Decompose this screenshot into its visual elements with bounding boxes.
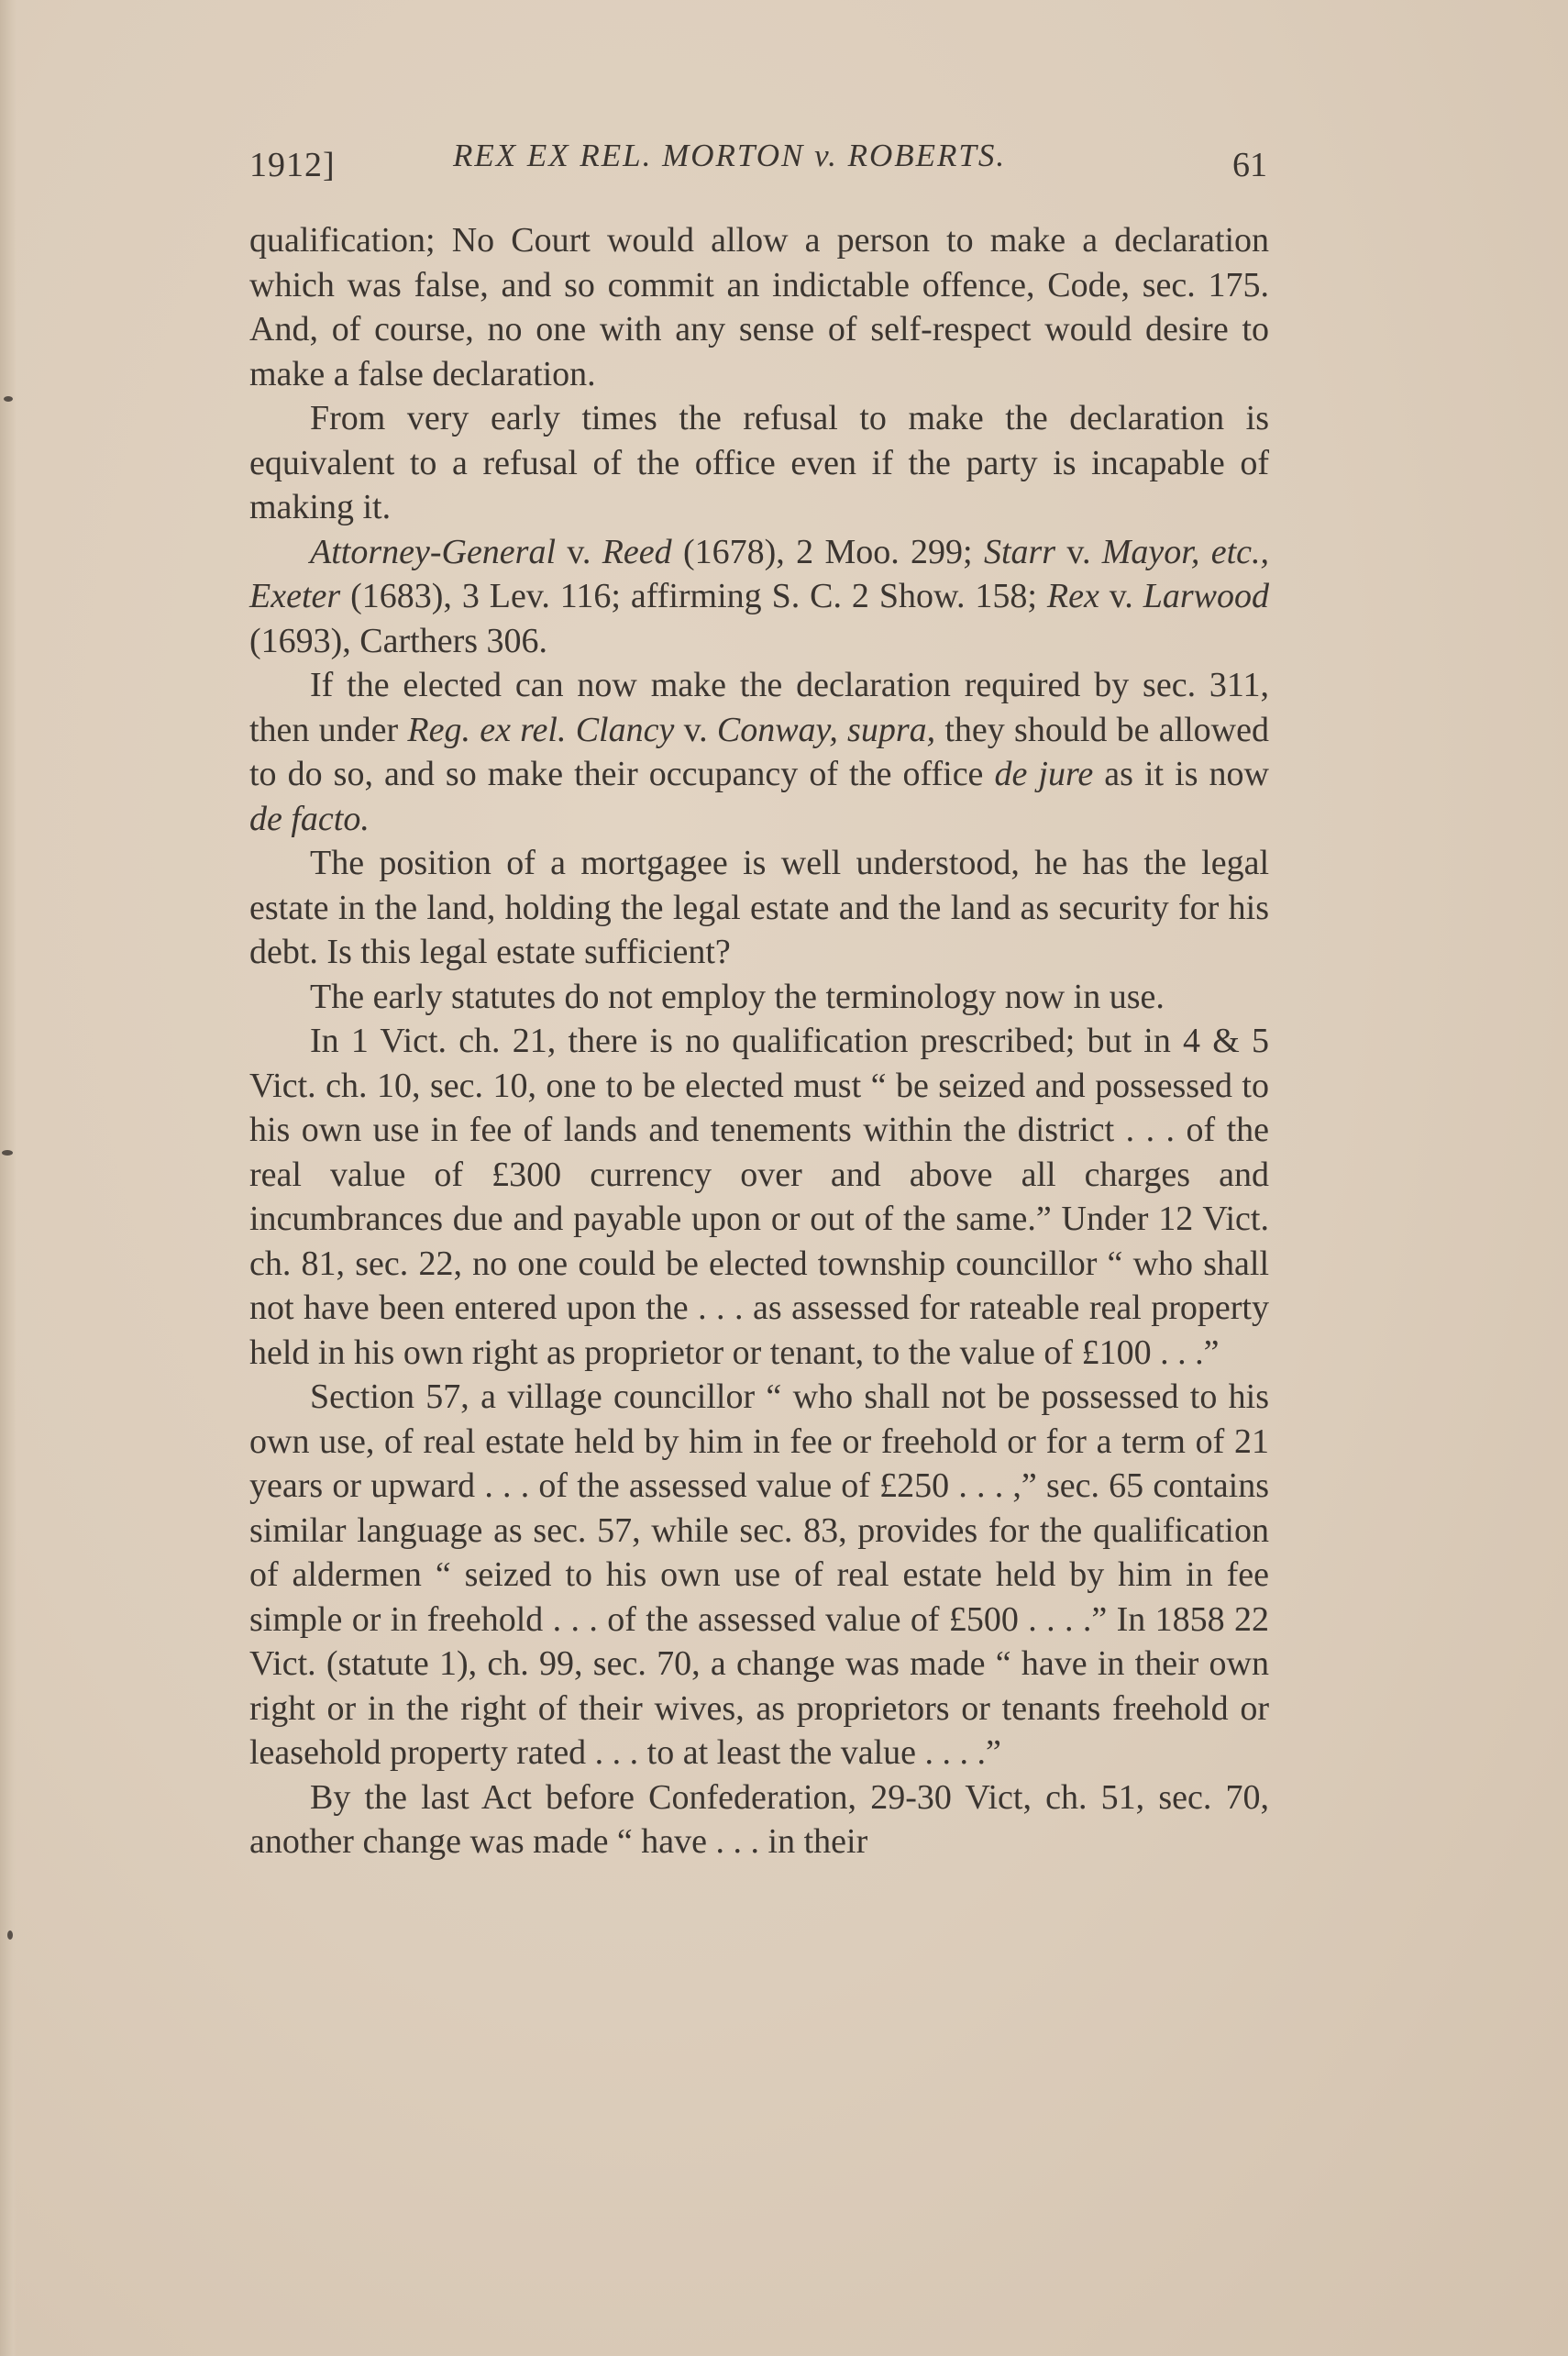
page-edge-shadow [0,0,17,2356]
running-title: REX EX REL. MORTON v. ROBERTS. [453,138,1007,173]
text-run: they should be allowed to do so, and so make their occupancy of the office [249,710,1269,793]
italic-run: Starr [983,532,1056,571]
italic-run: Conway, supra, [716,710,936,749]
paragraph [249,530,1269,664]
text-run: Section 57, a village councillor “ who shall not be possessed to his own use, of real estate held by him in fee or freehold or for a term of 21 years or upward . . . of the assessed value of £250 . . . ,” sec. 65 contains similar language as sec. 57, while sec. 83, provides for the qualification of aldermen “ seized to his own use of real estate held by him in fee simple or in freehold . . . of the assessed value of £500 . . . .” In 1858 22 Vict. (statute 1), ch. 99, sec. 70, a change was made “ have in their own right or in the right of their wives, as proprietors or tenants freehold or leasehold property rated . . . to at least the value . . . .” [249,1377,1269,1772]
text-run: If the elected can now make the declaration required by sec. 311, then under [249,666,1269,749]
italic-run: Rex [1046,577,1099,615]
italic-run: de facto. [249,799,370,838]
italic-run: Attorney-General [310,532,557,571]
page-number: 61 [1232,146,1267,184]
ink-speck [2,1150,13,1156]
paragraph [249,218,1269,396]
text-run: The early statutes do not employ the terminology now in use. [310,977,1165,1016]
paragraph [249,396,1269,530]
text-run: v. [1099,577,1143,615]
running-header [249,138,1267,193]
paragraph [249,841,1269,975]
text-run: (1693), Carthers 306. [249,621,548,660]
italic-run: Reed [602,532,672,571]
text-run: qualification; No Court would allow a person to make a declaration which was false, and so commit an indictable offence, Code, sec. 175. And, of course, no one with any sense of self-respect would desire to make a false declaration. [249,221,1269,393]
text-run: v. [556,532,602,571]
text-run: By the last Act before Confederation, 29-30 Vict, ch. 51, sec. 70, another change was made “ have . . . in their [249,1777,1269,1861]
paragraph [249,975,1269,1020]
ink-speck [4,396,13,402]
paragraph [249,1775,1269,1864]
text-run: (1678), 2 Moo. 299; [671,532,984,571]
text-run: v. [1055,532,1102,571]
italic-run: Reg. ex rel. Clancy [407,710,675,749]
italic-run: Larwood [1143,577,1269,615]
header-year: 1912] [249,146,336,184]
text-run: The position of a mortgagee is well understood, he has the legal estate in the land, holding the legal estate and the land as security for his debt. Is this legal estate sufficient? [249,844,1269,971]
paragraph [249,1019,1269,1375]
page-body [249,218,1269,1864]
text-run: v. [674,710,717,749]
italic-run: de jure [994,755,1094,793]
paragraph [249,663,1269,841]
italic-run: Mayor, etc., Exeter [249,532,1269,615]
text-run: as it is now [1093,755,1269,793]
text-run: (1683), 3 Lev. 116; affirming S. C. 2 Show. 158; [340,577,1047,615]
ink-speck [7,1930,13,1940]
paragraph [249,1375,1269,1775]
text-run: In 1 Vict. ch. 21, there is no qualification prescribed; but in 4 & 5 Vict. ch. 10, sec. 10, one to be elected must “ be seized and possessed to his own use in fee of lands and tenements within the district . . . of the real value of £300 currency over and above all charges and incumbrances due and payable upon or out of the same.” Under 12 Vict. ch. 81, sec. 22, no one could be elected township councillor “ who shall not have been entered upon the . . . as assessed for rateable real property held in his own right as proprietor or tenant, to the value of £100 . . .” [249,1022,1269,1372]
text-run: From very early times the refusal to make the declaration is equivalent to a refusal of the office even if the party is incapable of making it. [249,399,1269,526]
